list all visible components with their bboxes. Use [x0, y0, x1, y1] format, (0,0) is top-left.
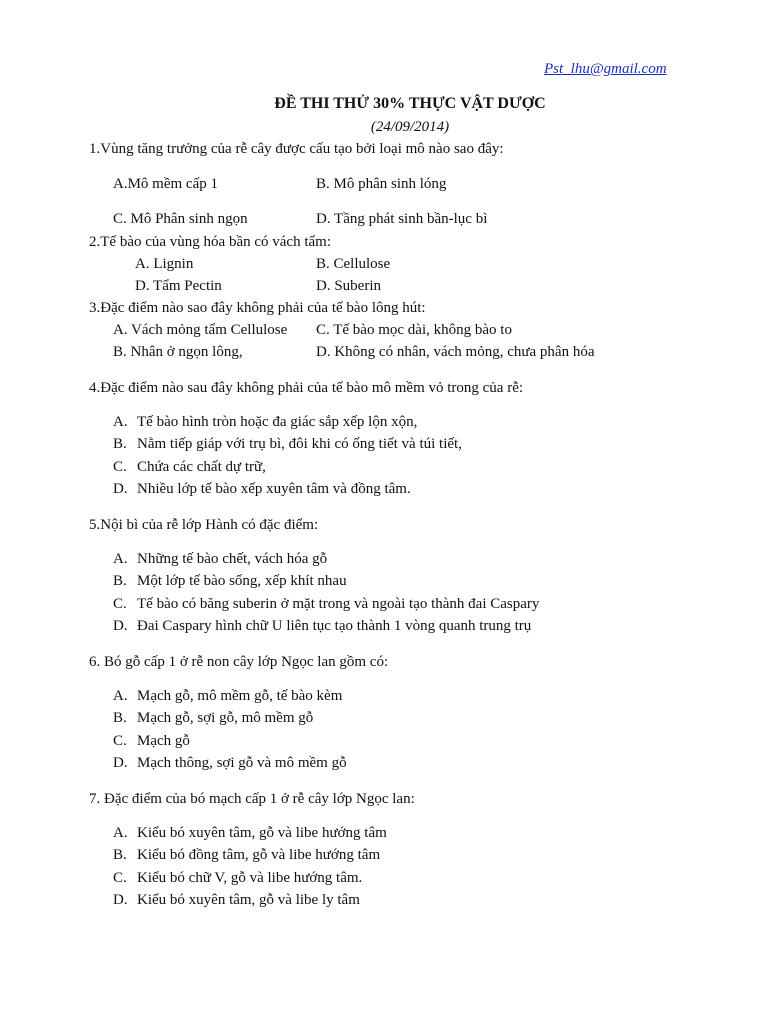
q3-option-c: C. Tế bào mọc dài, không bào to — [316, 322, 512, 338]
q3-option-a: A. Vách mỏng tẩm Cellulose — [113, 322, 288, 338]
exam-date: (24/09/2014) — [370, 119, 450, 135]
q5-option-c: Tế bào có băng suberin ở mặt trong và ngoài tạo thành đai Caspary — [137, 596, 540, 612]
q6-option-a: Mạch gỗ, mô mềm gỗ, tế bào kèm — [137, 688, 343, 704]
q6-option-a-letter: A. — [113, 688, 128, 704]
q2-option-d: D. Suberin — [316, 278, 381, 294]
question-5-text: 5.Nội bì của rễ lớp Hành có đặc điểm: — [89, 517, 319, 533]
q7-option-a-letter: A. — [113, 825, 128, 841]
q4-option-c: Chứa các chất dự trữ, — [137, 459, 266, 475]
q6-option-c: Mạch gỗ — [137, 733, 190, 749]
question-4-text: 4.Đặc điểm nào sau đây không phải của tế bào mô mềm vỏ trong của rễ: — [89, 380, 524, 396]
q7-option-b: Kiểu bó đồng tâm, gỗ và libe hướng tâm — [137, 847, 381, 863]
q1-option-a: A.Mô mềm cấp 1 — [113, 176, 218, 192]
q4-option-d-letter: D. — [113, 481, 128, 497]
q5-option-b: Một lớp tế bào sống, xếp khít nhau — [137, 573, 347, 589]
q6-option-d-letter: D. — [113, 755, 128, 771]
q4-option-d: Nhiều lớp tế bào xếp xuyên tâm và đồng tâm. — [137, 481, 411, 497]
q7-option-c: Kiểu bó chữ V, gỗ và libe hướng tâm. — [137, 870, 363, 886]
question-7-text: 7. Đặc điểm của bó mạch cấp 1 ở rễ cây lớp Ngọc lan: — [89, 791, 415, 807]
q7-option-d-letter: D. — [113, 892, 128, 908]
q1-option-b: B. Mô phân sinh lóng — [316, 176, 447, 192]
q6-option-b-letter: B. — [113, 710, 127, 726]
q2-option-a: A. Lignin — [135, 256, 194, 272]
q3-option-b: B. Nhân ở ngọn lông, — [113, 344, 243, 360]
q1-option-c: C. Mô Phân sinh ngọn — [113, 211, 248, 227]
q2-option-b: B. Cellulose — [316, 256, 391, 272]
q6-option-c-letter: C. — [113, 733, 127, 749]
q4-option-b-letter: B. — [113, 436, 127, 452]
question-1-text: 1.Vùng tăng trưởng của rễ cây được cấu tạo bởi loại mô nào sao đây: — [89, 141, 504, 157]
q5-option-c-letter: C. — [113, 596, 127, 612]
q5-option-a: Những tế bào chết, vách hóa gỗ — [137, 551, 328, 567]
q5-option-a-letter: A. — [113, 551, 128, 567]
q1-option-d: D. Tầng phát sinh bần-lục bì — [316, 211, 488, 227]
q5-option-b-letter: B. — [113, 573, 127, 589]
q2-option-c: D. Tẩm Pectin — [135, 278, 222, 294]
q6-option-b: Mạch gỗ, sợi gỗ, mô mềm gỗ — [137, 710, 314, 726]
q7-option-d: Kiểu bó xuyên tâm, gỗ và libe ly tâm — [137, 892, 360, 908]
q6-option-d: Mạch thông, sợi gỗ và mô mềm gỗ — [137, 755, 347, 771]
question-2-text: 2.Tế bào của vùng hóa bần có vách tẩm: — [89, 234, 331, 250]
email-link[interactable]: Pst_lhu@gmail.com — [544, 61, 667, 77]
q7-option-b-letter: B. — [113, 847, 127, 863]
q7-option-a: Kiểu bó xuyên tâm, gỗ và libe hướng tâm — [137, 825, 387, 841]
q3-option-d: D. Không có nhân, vách mỏng, chưa phân hóa — [316, 344, 595, 360]
q4-option-b: Nằm tiếp giáp với trụ bì, đôi khi có ống tiết và túi tiết, — [137, 436, 462, 452]
exam-title: ĐỀ THI THỬ 30% THỰC VẬT DƯỢC — [274, 95, 546, 112]
q5-option-d: Đai Caspary hình chữ U liên tục tạo thành 1 vòng quanh trung trụ — [137, 618, 532, 634]
question-3-text: 3.Đặc điểm nào sao đây không phải của tế bào lông hút: — [89, 300, 426, 316]
q4-option-c-letter: C. — [113, 459, 127, 475]
question-6-text: 6. Bó gỗ cấp 1 ở rễ non cây lớp Ngọc lan gồm có: — [89, 654, 389, 670]
q7-option-c-letter: C. — [113, 870, 127, 886]
q4-option-a-letter: A. — [113, 414, 128, 430]
q4-option-a: Tế bào hình tròn hoặc đa giác sắp xếp lộn xộn, — [137, 414, 418, 430]
q5-option-d-letter: D. — [113, 618, 128, 634]
